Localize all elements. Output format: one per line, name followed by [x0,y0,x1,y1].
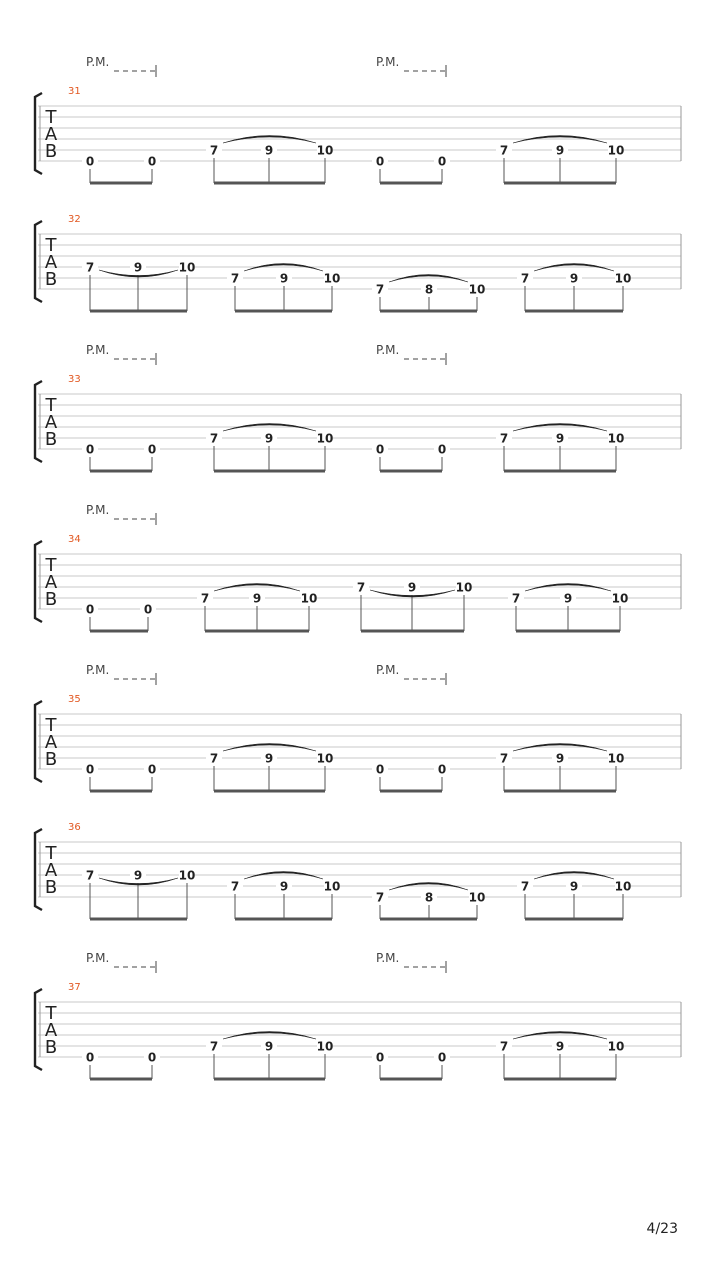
fret-number: 9 [279,879,289,894]
fret-number: 10 [607,431,625,446]
tab-clef-letter: T [45,843,57,864]
fret-number: 7 [511,591,521,606]
palm-mute-label: P.M. [86,663,110,677]
note-beam [380,918,477,921]
note-beam [205,630,309,633]
palm-mute-label: P.M. [86,55,110,69]
note-group [496,744,624,793]
fret-number: 0 [85,762,95,777]
fret-number: 7 [375,890,385,905]
note-group [82,603,156,633]
tab-system-34 [35,503,681,633]
note-beam [90,630,148,633]
note-beam [90,310,187,313]
note-beam [214,1078,325,1081]
fret-number: 9 [563,591,573,606]
measure-number: 32 [68,214,81,225]
fret-number: 0 [437,1050,447,1065]
note-beam [90,182,152,185]
tab-system-37 [35,951,681,1081]
note-group [496,424,624,473]
fret-number: 7 [209,143,219,158]
system-bracket [35,93,42,174]
note-group [508,584,628,633]
note-group [227,264,340,313]
fret-number: 0 [143,602,153,617]
note-group [372,155,450,185]
note-group [496,136,624,185]
palm-mute-label: P.M. [376,343,400,357]
tab-clef-letter: A [44,860,58,881]
note-group [82,443,160,473]
tab-clef-letter: T [45,715,57,736]
tab-clef-letter: B [44,269,58,290]
tab-clef-letter: B [44,877,58,898]
note-group [206,424,333,473]
tab-system-31 [35,55,681,185]
note-beam [235,918,332,921]
fret-number: 9 [555,431,565,446]
measure-number: 36 [68,822,81,833]
fret-number: 0 [375,154,385,169]
note-group [82,155,160,185]
fret-number: 9 [264,431,274,446]
tab-clef-letter: A [44,572,58,593]
measure-number: 35 [68,694,81,705]
note-beam [380,470,442,473]
fret-number: 0 [437,154,447,169]
fret-number: 0 [375,762,385,777]
measure-number: 34 [68,534,81,545]
note-beam [90,918,187,921]
fret-number: 10 [300,591,318,606]
tab-clef-letter: B [44,1037,58,1058]
note-beam [525,918,623,921]
fret-number: 0 [147,762,157,777]
tab-clef-letter: A [44,252,58,273]
fret-number: 10 [316,751,334,766]
fret-number: 9 [569,879,579,894]
fret-number: 9 [555,751,565,766]
note-group [82,869,195,921]
fret-number: 0 [437,442,447,457]
fret-number: 10 [611,591,629,606]
note-beam [525,310,623,313]
fret-number: 8 [424,282,434,297]
note-group [82,763,160,793]
note-beam [504,182,616,185]
palm-mute-label: P.M. [376,55,400,69]
fret-number: 7 [209,751,219,766]
fret-number: 10 [455,580,473,595]
note-group [353,581,472,633]
system-bracket [35,221,42,302]
tab-clef-letter: T [45,1003,57,1024]
tab-system-32 [35,214,681,313]
page-number: 4/23 [646,1221,678,1237]
measure-number: 37 [68,982,81,993]
fret-number: 7 [209,431,219,446]
fret-number: 0 [147,1050,157,1065]
note-beam [361,630,464,633]
fret-number: 10 [614,879,632,894]
fret-number: 7 [209,1039,219,1054]
system-bracket [35,381,42,462]
tab-clef-letter: A [44,1020,58,1041]
system-bracket [35,989,42,1070]
note-beam [380,310,477,313]
tab-system-33 [35,343,681,473]
fret-number: 10 [316,1039,334,1054]
fret-number: 7 [85,868,95,883]
note-group [372,883,485,921]
note-beam [504,790,616,793]
tab-clef-letter: B [44,749,58,770]
tab-clef-letter: A [44,732,58,753]
fret-number: 10 [607,751,625,766]
fret-number: 9 [555,1039,565,1054]
fret-number: 0 [147,154,157,169]
fret-number: 10 [614,271,632,286]
note-beam [214,790,325,793]
tab-clef-letter: B [44,589,58,610]
measure-number: 31 [68,86,81,97]
note-group [82,1051,160,1081]
fret-number: 7 [200,591,210,606]
fret-number: 7 [499,1039,509,1054]
fret-number: 9 [264,143,274,158]
fret-number: 0 [437,762,447,777]
note-group [517,872,631,921]
tab-clef-letter: A [44,124,58,145]
fret-number: 10 [178,260,196,275]
fret-number: 7 [375,282,385,297]
note-group [372,443,450,473]
system-bracket [35,829,42,910]
fret-number: 7 [230,879,240,894]
note-beam [380,790,442,793]
fret-number: 10 [323,271,341,286]
fret-number: 9 [407,580,417,595]
fret-number: 10 [316,431,334,446]
fret-number: 0 [375,1050,385,1065]
note-group [206,1032,333,1081]
note-group [206,744,333,793]
fret-number: 7 [356,580,366,595]
measure-number: 33 [68,374,81,385]
fret-number: 0 [85,1050,95,1065]
note-group [82,261,195,313]
fret-number: 9 [569,271,579,286]
fret-number: 0 [85,154,95,169]
fret-number: 0 [85,602,95,617]
note-beam [504,470,616,473]
fret-number: 0 [147,442,157,457]
note-beam [90,790,152,793]
note-beam [504,1078,616,1081]
fret-number: 9 [264,1039,274,1054]
fret-number: 7 [499,751,509,766]
tab-clef-letter: T [45,107,57,128]
tab-clef-letter: T [45,235,57,256]
fret-number: 10 [178,868,196,883]
note-group [372,275,485,313]
fret-number: 10 [468,890,486,905]
note-group [372,763,450,793]
fret-number: 9 [252,591,262,606]
fret-number: 9 [555,143,565,158]
tab-clef-letter: B [44,141,58,162]
palm-mute-label: P.M. [86,951,110,965]
tab-clef-letter: T [45,555,57,576]
tab-clef-letter: A [44,412,58,433]
note-beam [516,630,620,633]
palm-mute-label: P.M. [86,503,110,517]
note-beam [214,182,325,185]
fret-number: 10 [607,1039,625,1054]
fret-number: 0 [375,442,385,457]
fret-number: 7 [85,260,95,275]
fret-number: 8 [424,890,434,905]
palm-mute-label: P.M. [86,343,110,357]
fret-number: 10 [323,879,341,894]
system-bracket [35,541,42,622]
note-group [517,264,631,313]
fret-number: 9 [279,271,289,286]
note-beam [90,470,152,473]
tab-system-36 [35,822,681,921]
fret-number: 7 [520,271,530,286]
fret-number: 10 [607,143,625,158]
fret-number: 7 [520,879,530,894]
fret-number: 9 [133,868,143,883]
palm-mute-label: P.M. [376,663,400,677]
tab-system-35 [35,663,681,793]
note-beam [214,470,325,473]
fret-number: 9 [264,751,274,766]
fret-number: 10 [468,282,486,297]
fret-number: 7 [499,143,509,158]
tab-clef-letter: B [44,429,58,450]
fret-number: 10 [316,143,334,158]
note-group [197,584,317,633]
tab-clef-letter: T [45,395,57,416]
note-beam [380,182,442,185]
system-bracket [35,701,42,782]
note-group [496,1032,624,1081]
note-beam [380,1078,442,1081]
note-group [227,872,340,921]
note-beam [235,310,332,313]
note-group [206,136,333,185]
note-beam [90,1078,152,1081]
palm-mute-label: P.M. [376,951,400,965]
note-group [372,1051,450,1081]
fret-number: 0 [85,442,95,457]
fret-number: 7 [499,431,509,446]
fret-number: 9 [133,260,143,275]
fret-number: 7 [230,271,240,286]
